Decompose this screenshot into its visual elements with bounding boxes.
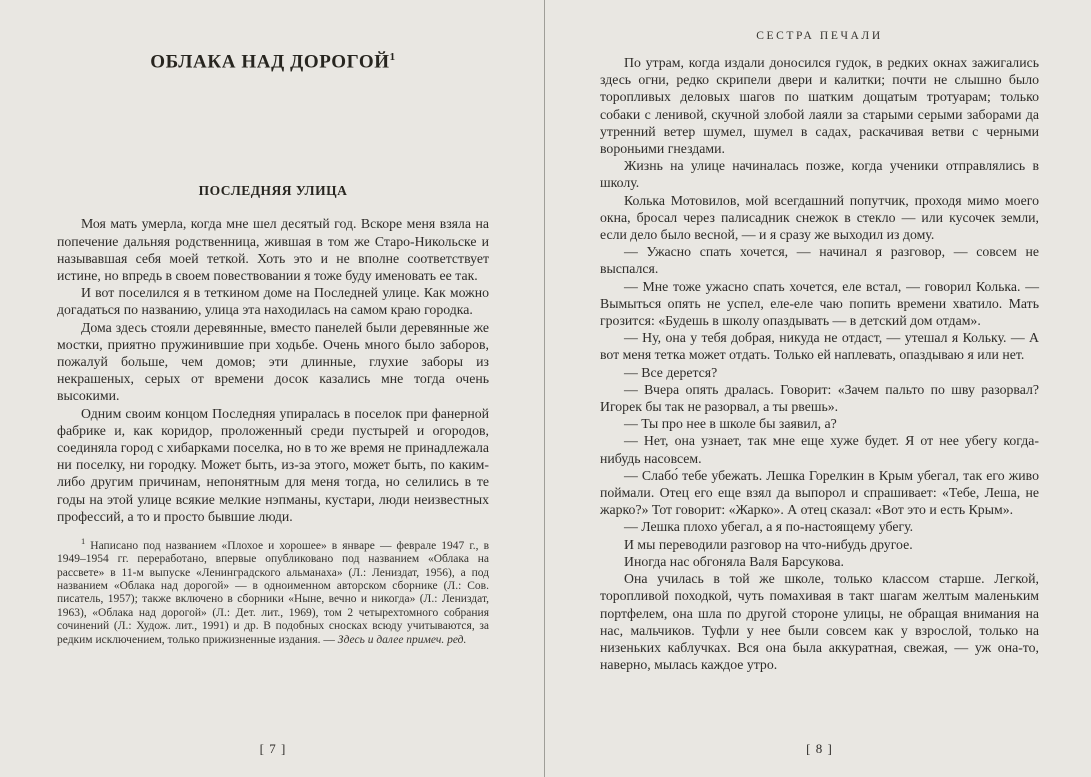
right-body-text xyxy=(600,54,1039,673)
paragraph: По утрам, когда издали доносился гудок, в редких окнах зажигались здесь огни, редко скрипели двери и калитки; почти не слышно было торопливых деловых шагов по шатким дощатым тротуарам; только собаки с ленивой, скучной злобой лаяли за старыми серыми заборами да утренний ветер шумел, шумел в садах, раскачивая ветви с черными вороньими гнездами. xyxy=(600,55,1039,157)
footnote-italic-tail: Здесь и далее примеч. ред. xyxy=(337,633,467,646)
left-page xyxy=(0,0,545,777)
running-header: СЕСТРА ПЕЧАЛИ xyxy=(756,30,883,42)
paragraph: — Ну, она у тебя добрая, никуда не отдаст, — утешал я Кольку. — А вот меня тетка может отдать. Только ей наплевать, опаздываю я или нет. xyxy=(600,330,1039,363)
paragraph: — Слабо́ тебе убежать. Лешка Горелкин в Крым убегал, так его живо поймали. Отец его еще взял да выпорол и спрашивает: «Тебе, Леша, не жарко?» Тот говорит: «Жарко». А отец сказал: «Вот это и есть Крым». xyxy=(600,467,1039,518)
paragraph: — Лешка плохо убегал, а я по-настоящему убегу. xyxy=(624,519,914,535)
page-number-left: [ 7 ] xyxy=(259,741,287,756)
left-body-text xyxy=(57,215,489,525)
footnote-paragraph xyxy=(57,535,489,647)
paragraph: Жизнь на улице начиналась позже, когда ученики отправлялись в школу. xyxy=(600,158,1039,191)
footnote-block xyxy=(57,535,489,647)
paragraph: Она училась в той же школе, только классом старше. Легкой, торопливой походкой, чуть помахивая в такт шагам желтым маленьким портфелем, она шла по другой стороне улицы, не обращая внимания на нас, мальчиков. Туфли у нее были совсем как у взрослой, только на низеньких каблучках. Вся она была аккуратная, свежая, — уж она-то, наверно, мылась каждое утро. xyxy=(600,571,1039,673)
paragraph: — Вчера опять дралась. Говорит: «Зачем пальто по шву разорвал? Игорек бы так не разорвал, а ты рвешь». xyxy=(600,381,1039,415)
paragraph: — Все дерется? xyxy=(624,364,718,380)
chapter-title-text: ОБЛАКА НАД ДОРОГОЙ xyxy=(150,51,390,73)
paragraph: Колька Мотовилов, мой всегдашний попутчик, проходя мимо моего окна, бросал через палисадник снежок в стекло — или кусочек земли, если дело было весной, — и я сразу же выходил из дому. xyxy=(600,192,1039,243)
paragraph: И вот поселился я в теткином доме на Последней улице. Как можно догадаться по названию, улица эта находилась на самом краю городка. xyxy=(57,285,489,318)
paragraph: — Мне тоже ужасно спать хочется, еле встал, — говорил Колька. — Вымыться опять не успел, еле-еле чаю попить времени хватило. Мать грозится: «Будешь в школу опаздывать — в детский дом отдам». xyxy=(600,278,1039,329)
paragraph: И мы переводили разговор на что-нибудь другое. xyxy=(624,536,913,552)
right-page xyxy=(545,0,1090,777)
paragraph: Моя мать умерла, когда мне шел десятый год. Вскоре меня взяла на попечение дальняя родственница, жившая в том же Старо-Никольске и называвшая себя моей теткой. Хоть это и не вполне соответствует истине, но впредь в своем повествовании я тоже буду именовать ее так. xyxy=(57,216,489,283)
page-number-right: [ 8 ] xyxy=(806,741,833,756)
paragraph: — Ты про нее в школе бы заявил, а? xyxy=(624,416,837,432)
footnote-text: Написано под названием «Плохое и хорошее» в январе — феврале 1947 г., в 1949–1954 гг. переработано, впервые опубликовано под названием «Облака на рассвете» в 11-м выпуске «Ленинградского альманаха» (Л.: Лениздат, 1956), а под названием «Облака над дорогой» — в одноименном авторском сборнике (Л.: Сов. писатель, 1957); также включено в сборники «Ныне, вечно и никогда» (Л.: Лениздат, 1963), «Облака над дорогой» (Л.: Дет. лит., 1969), том 2 четырехтомного собрания сочинений (Л.: Худож. лит., 1991) и др. В подобных сносках всюду учитываются, за редким исключением, только прижизненные издания. — xyxy=(57,539,489,646)
paragraph: Дома здесь стояли деревянные, вместо панелей были деревянные же мостки, приятно пружинившие при ходьбе. Очень много было заборов, пожалуй больше, чем домов; эти длинные, глухие заборы из некрашеных, серых от времени досок казались мне тогда очень высокими. xyxy=(57,319,489,404)
paragraph: Одним своим концом Последняя упиралась в поселок при фанерной фабрике и, как коридор, проложенный среди пустырей и огородов, соединяла город с хибарками поселка, но в то же время не принадлежала ни поселку, ни городку. Может быть, из-за этого, может быть, по каким-либо другим причинам, непонятным для меня тогда, но селились в те годы на этой улице всякие мелкие нэпманы, кустари, люди неизвестных профессий, а то и просто бывшие люди. xyxy=(57,405,489,524)
section-heading: ПОСЛЕДНЯЯ УЛИЦА xyxy=(198,183,348,199)
title-footnote-marker: 1 xyxy=(389,51,396,63)
paragraph: Иногда нас обгоняла Валя Барсукова. xyxy=(624,553,844,569)
paragraph: — Ужасно спать хочется, — начинал я разговор, — совсем не выспался. xyxy=(600,244,1039,277)
paragraph: — Нет, она узнает, так мне еще хуже будет. Я от нее убегу когда-нибудь насовсем. xyxy=(600,433,1039,466)
chapter-title xyxy=(57,46,489,73)
footnote-marker: 1 xyxy=(81,535,86,546)
